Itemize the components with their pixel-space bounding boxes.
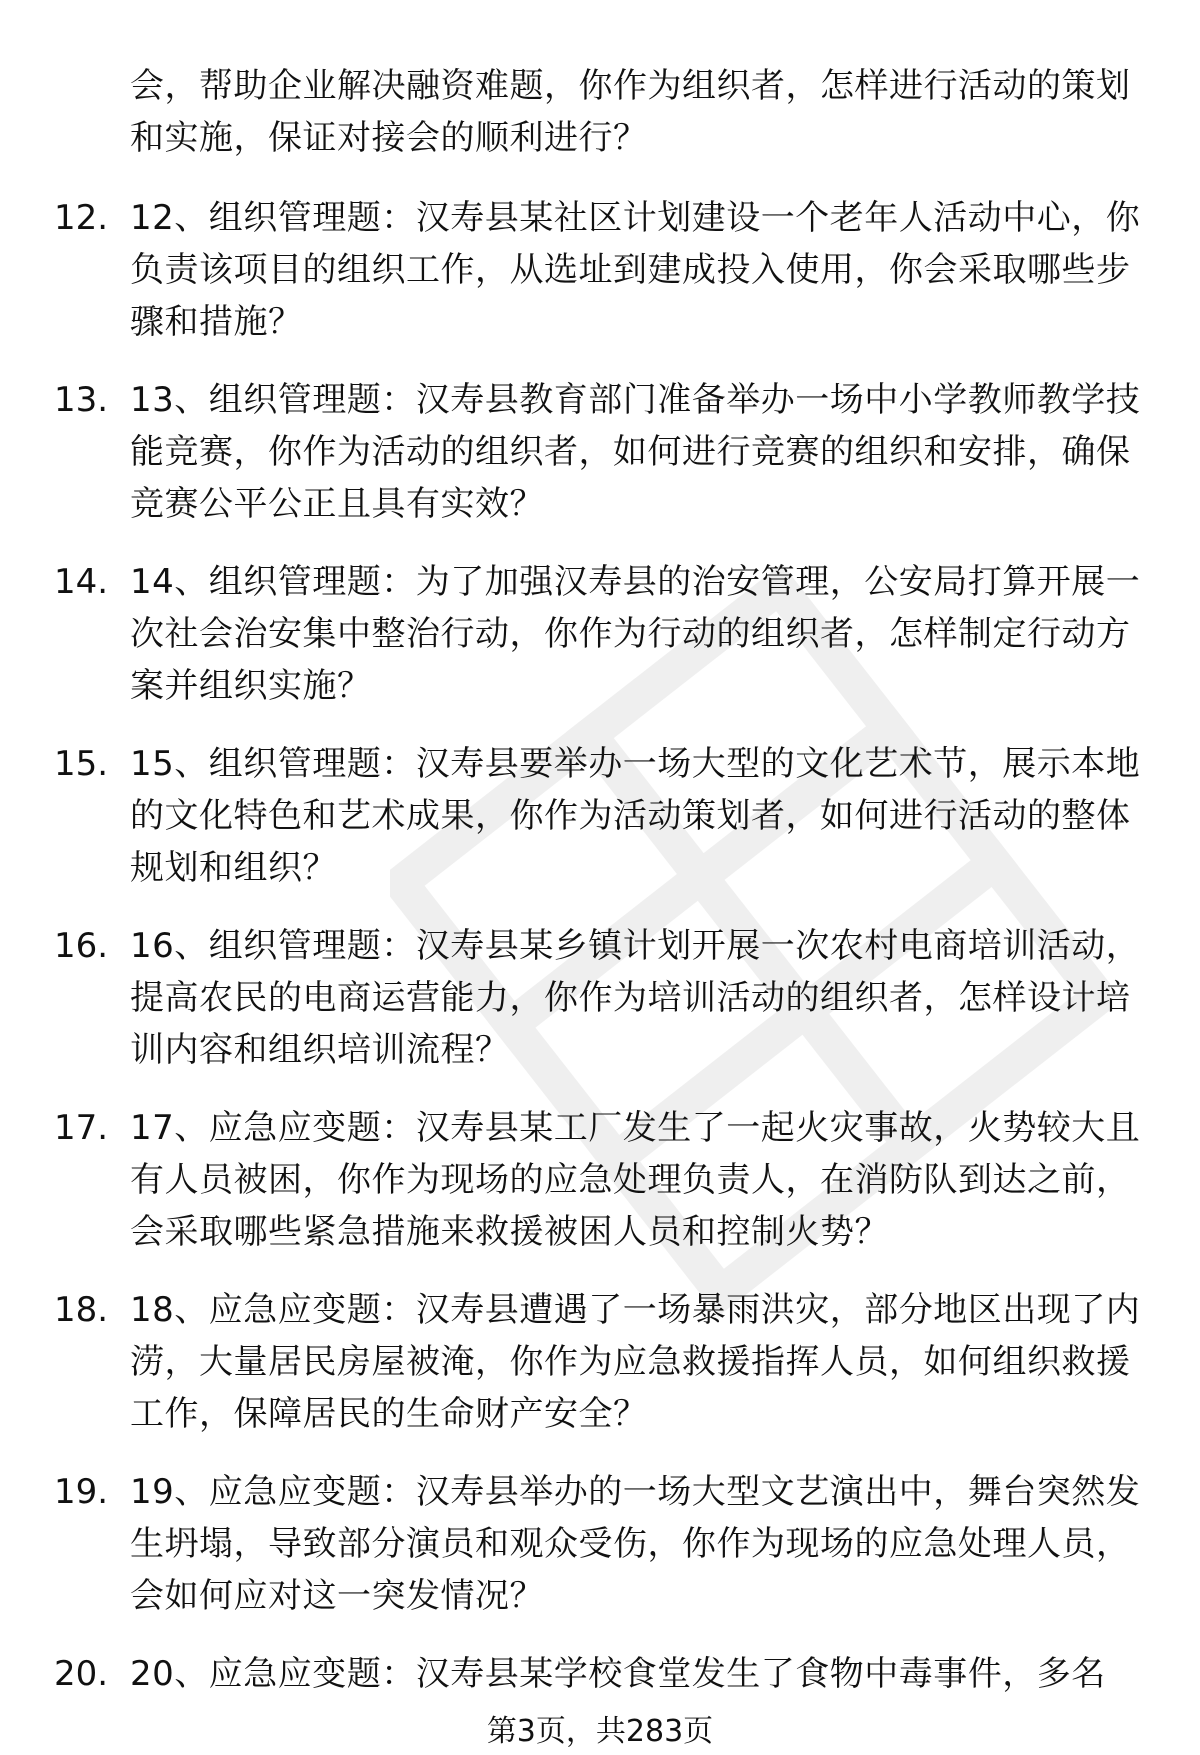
list-item bbox=[0, 1284, 1200, 1440]
list-item bbox=[0, 738, 1200, 894]
list-item-number: 16. bbox=[54, 926, 109, 966]
question-list bbox=[0, 192, 1200, 1700]
list-item-number: 17. bbox=[54, 1108, 109, 1148]
list-item-number: 13. bbox=[54, 380, 109, 420]
list-item-number: 12. bbox=[54, 198, 109, 238]
page-footer: 第3页，共283页 bbox=[486, 1714, 714, 1749]
list-item-number: 20. bbox=[54, 1654, 109, 1694]
list-item-number: 14. bbox=[54, 562, 109, 602]
list-item-text: 14、组织管理题：为了加强汉寿县的治安管理，公安局打算开展一次社会治安集中整治行动，你作为行动的组织者，怎样制定行动方案并组织实施？ bbox=[130, 562, 1141, 706]
list-item bbox=[0, 192, 1200, 348]
list-item-text: 12、组织管理题：汉寿县某社区计划建设一个老年人活动中心，你负责该项目的组织工作，从选址到建成投入使用，你会采取哪些步骤和措施？ bbox=[130, 198, 1141, 342]
list-item-number: 19. bbox=[54, 1472, 109, 1512]
list-item-text: 18、应急应变题：汉寿县遭遇了一场暴雨洪灾，部分地区出现了内涝，大量居民房屋被淹，你作为应急救援指挥人员，如何组织救援工作，保障居民的生命财产安全？ bbox=[130, 1290, 1141, 1434]
list-item bbox=[0, 920, 1200, 1076]
list-item bbox=[0, 1466, 1200, 1622]
list-item-text: 20、应急应变题：汉寿县某学校食堂发生了食物中毒事件，多名 bbox=[130, 1654, 1106, 1694]
list-item-text: 19、应急应变题：汉寿县举办的一场大型文艺演出中，舞台突然发生坍塌，导致部分演员和观众受伤，你作为现场的应急处理人员，会如何应对这一突发情况？ bbox=[130, 1472, 1141, 1616]
list-item-number: 15. bbox=[54, 744, 109, 784]
list-item bbox=[0, 1648, 1200, 1700]
list-item-text: 15、组织管理题：汉寿县要举办一场大型的文化艺术节，展示本地的文化特色和艺术成果，你作为活动策划者，如何进行活动的整体规划和组织？ bbox=[130, 744, 1141, 888]
list-item bbox=[0, 556, 1200, 712]
list-item-text: 13、组织管理题：汉寿县教育部门准备举办一场中小学教师教学技能竞赛，你作为活动的组织者，如何进行竞赛的组织和安排，确保竞赛公平公正且具有实效？ bbox=[130, 380, 1141, 524]
list-item bbox=[0, 1102, 1200, 1258]
list-item-number: 18. bbox=[54, 1290, 109, 1330]
continuation-paragraph: 会，帮助企业解决融资难题，你作为组织者，怎样进行活动的策划和实施，保证对接会的顺利进行？ bbox=[130, 66, 1131, 158]
list-item-text: 16、组织管理题：汉寿县某乡镇计划开展一次农村电商培训活动，提高农民的电商运营能力，你作为培训活动的组织者，怎样设计培训内容和组织培训流程？ bbox=[130, 926, 1141, 1070]
list-item bbox=[0, 374, 1200, 530]
list-item-text: 17、应急应变题：汉寿县某工厂发生了一起火灾事故，火势较大且有人员被困，你作为现场的应急处理负责人，在消防队到达之前，会采取哪些紧急措施来救援被困人员和控制火势？ bbox=[130, 1108, 1141, 1252]
